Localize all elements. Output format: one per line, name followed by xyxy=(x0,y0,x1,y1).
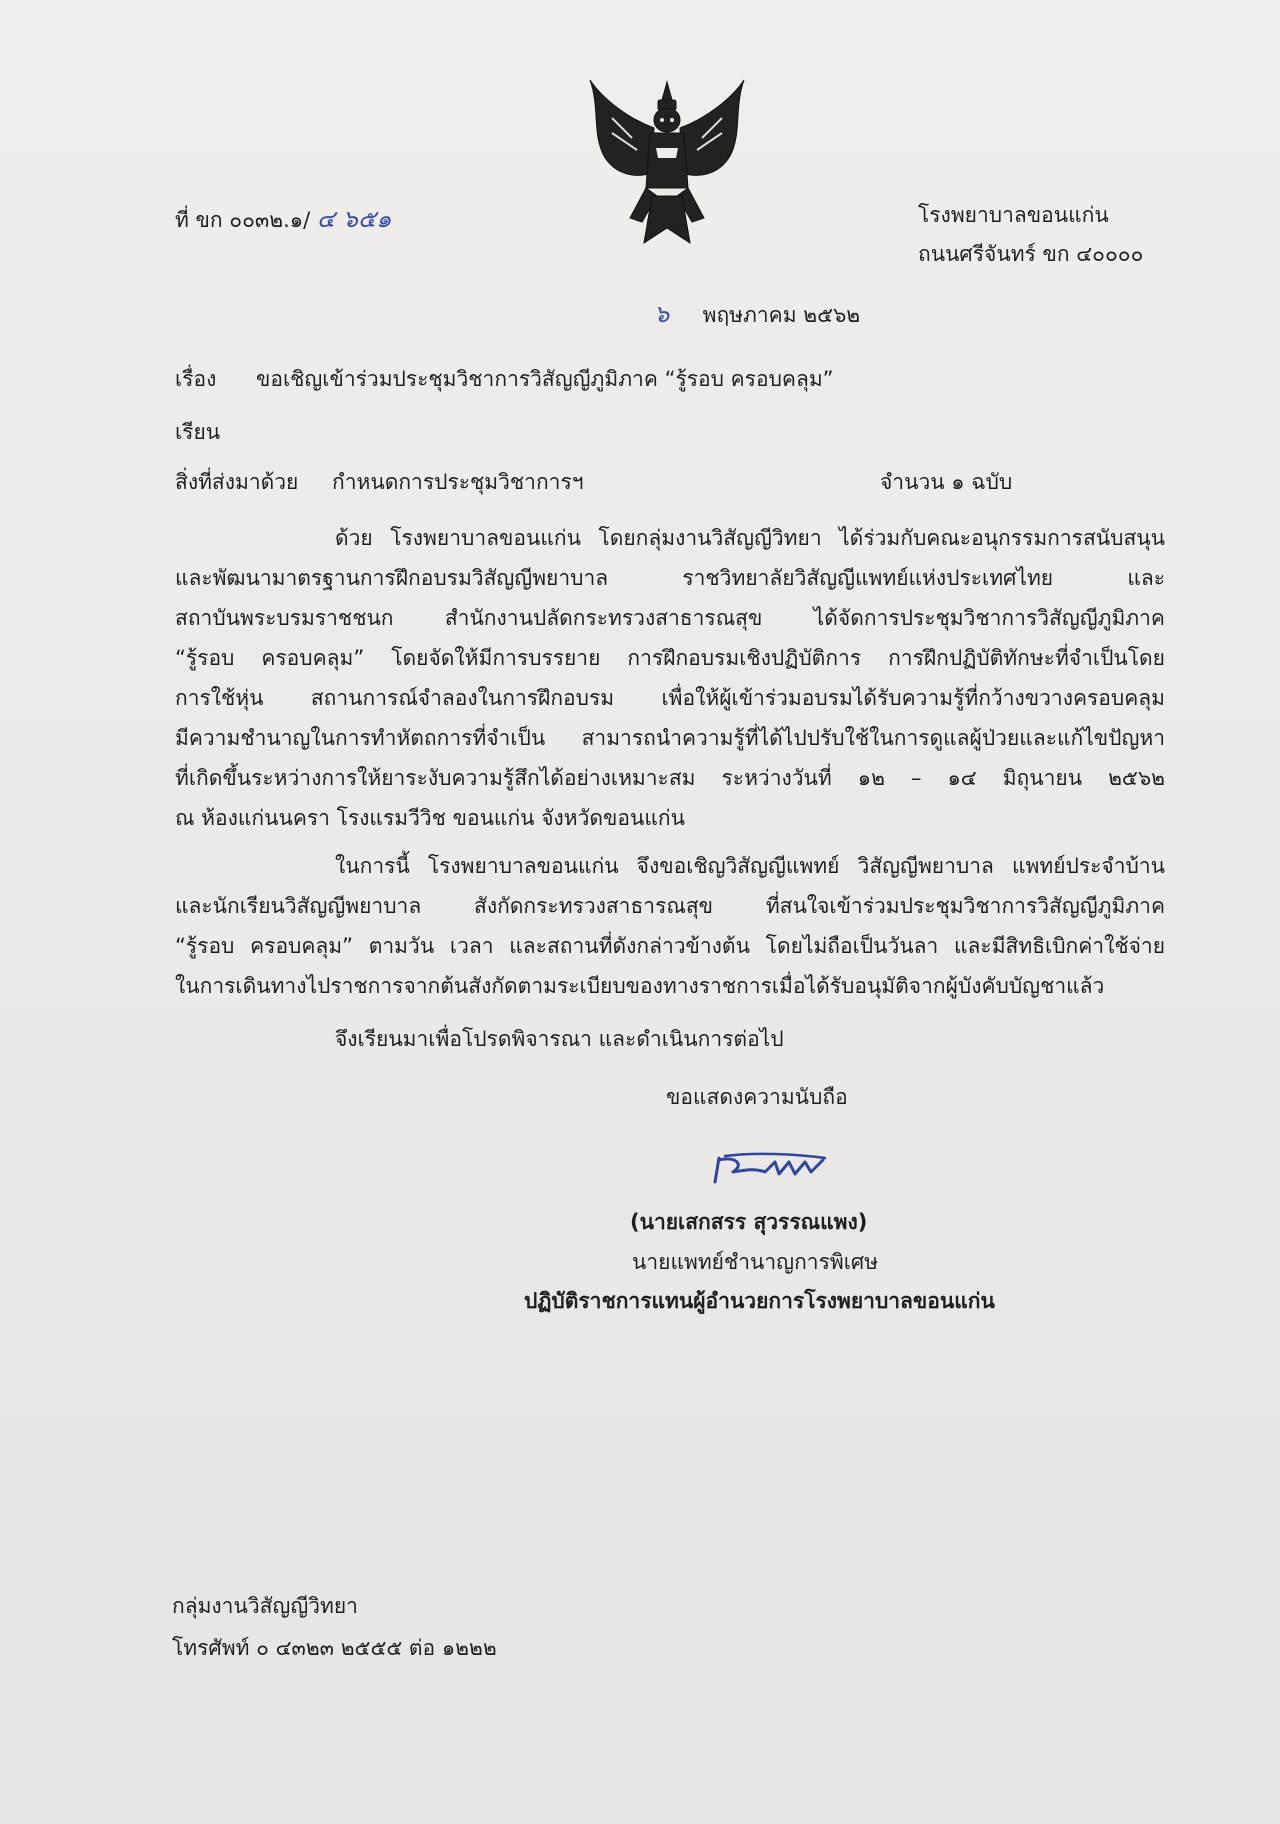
paragraph-line: และนักเรียนวิสัญญีพยาบาล สังกัดกระทรวงสาธารณสุข ที่สนใจเข้าร่วมประชุมวิชาการวิสัญญีภูมิภาค xyxy=(175,894,1165,918)
addressee-label: เรียน xyxy=(175,420,221,444)
paragraph-line: ณ ห้องแก่นนครา โรงแรมวีวิช ขอนแก่น จังหวัดขอนแก่น xyxy=(175,806,685,830)
reference-number xyxy=(175,205,391,234)
paragraph-line: “รู้รอบ ครอบคลุม” ตามวัน เวลา และสถานที่ดังกล่าวข้างต้น โดยไม่ถือเป็นวันลา และมีสิทธิเบิกค่าใช้จ่าย xyxy=(175,934,1165,958)
closing-request: จึงเรียนมาเพื่อโปรดพิจารณา และดำเนินการต่อไป xyxy=(335,1027,784,1051)
org-name: โรงพยาบาลขอนแก่น xyxy=(918,203,1109,227)
handwritten-signature-icon xyxy=(705,1150,830,1190)
letter-date xyxy=(654,300,860,329)
enclosure-count: จำนวน ๑ ฉบับ xyxy=(880,470,1013,494)
reference-handwritten: ๔ ๖๕๑ xyxy=(316,205,392,233)
subject-label: เรื่อง xyxy=(175,367,217,391)
closing-respect: ขอแสดงความนับถือ xyxy=(666,1085,848,1109)
enclosure-label: สิ่งที่ส่งมาด้วย xyxy=(175,470,299,494)
paragraph-line: การใช้หุ่น สถานการณ์จำลองในการฝึกอบรม เพื่อให้ผู้เข้าร่วมอบรมได้รับความรู้ที่กว้างขวางครอบคลุม xyxy=(175,686,1165,710)
signer-acting: ปฏิบัติราชการแทนผู้อำนวยการโรงพยาบาลขอนแก่น xyxy=(524,1289,995,1313)
signer-name: (นายเสกสรร สุวรรณแพง) xyxy=(630,1210,868,1234)
org-address: ถนนศรีจันทร์ ขก ๔๐๐๐๐ xyxy=(918,242,1144,266)
subject-text: ขอเชิญเข้าร่วมประชุมวิชาการวิสัญญีภูมิภาค “รู้รอบ ครอบคลุม” xyxy=(256,367,834,391)
paragraph-line: ในการนี้ โรงพยาบาลขอนแก่น จึงขอเชิญวิสัญญีแพทย์ วิสัญญีพยาบาล แพทย์ประจำบ้าน xyxy=(335,854,1165,878)
date-day-handwritten: ๖ xyxy=(654,300,670,328)
paragraph-line: ที่เกิดขึ้นระหว่างการให้ยาระงับความรู้สึกได้อย่างเหมาะสม ระหว่างวันที่ ๑๒ – ๑๔ มิถุนายน ๒๕๖๒ xyxy=(175,766,1165,790)
reference-label: ที่ ขก ๐๐๓๒.๑/ xyxy=(175,208,311,232)
paragraph-line: ด้วย โรงพยาบาลขอนแก่น โดยกลุ่มงานวิสัญญีวิทยา ได้ร่วมกับคณะอนุกรรมการสนับสนุน xyxy=(335,526,1165,550)
footer-phone: โทรศัพท์ ๐ ๔๓๒๓ ๒๕๕๕ ต่อ ๑๒๒๒ xyxy=(172,1636,497,1660)
paragraph-line: “รู้รอบ ครอบคลุม” โดยจัดให้มีการบรรยาย การฝึกอบรมเชิงปฏิบัติการ การฝึกปฏิบัติทักษะที่จำเป็นโดย xyxy=(175,646,1165,670)
signer-position: นายแพทย์ชำนาญการพิเศษ xyxy=(632,1250,879,1274)
paragraph-line: สถาบันพระบรมราชชนก สำนักงานปลัดกระทรวงสาธารณสุข ได้จัดการประชุมวิชาการวิสัญญีภูมิภาค xyxy=(175,606,1165,630)
body-paragraph-1 xyxy=(175,518,1165,838)
paragraph-line: ในการเดินทางไปราชการจากต้นสังกัดตามระเบียบของทางราชการเมื่อได้รับอนุมัติจากผู้บังคับบัญชาแล้ว xyxy=(175,974,1105,998)
paragraph-line: และพัฒนามาตรฐานการฝึกอบรมวิสัญญีพยาบาล ราชวิทยาลัยวิสัญญีแพทย์แห่งประเทศไทย และ xyxy=(175,566,1165,590)
body-paragraph-2 xyxy=(175,846,1165,1006)
date-text: พฤษภาคม ๒๕๖๒ xyxy=(702,303,861,327)
footer-department: กลุ่มงานวิสัญญีวิทยา xyxy=(172,1594,358,1618)
paragraph-line: มีความชำนาญในการทำหัตถการที่จำเป็น สามารถนำความรู้ที่ได้ไปปรับใช้ในการดูแลผู้ป่วยและแก้ไขปัญหา xyxy=(175,726,1165,750)
garuda-emblem-icon xyxy=(582,78,752,250)
enclosure-text: กำหนดการประชุมวิชาการฯ xyxy=(332,470,584,494)
